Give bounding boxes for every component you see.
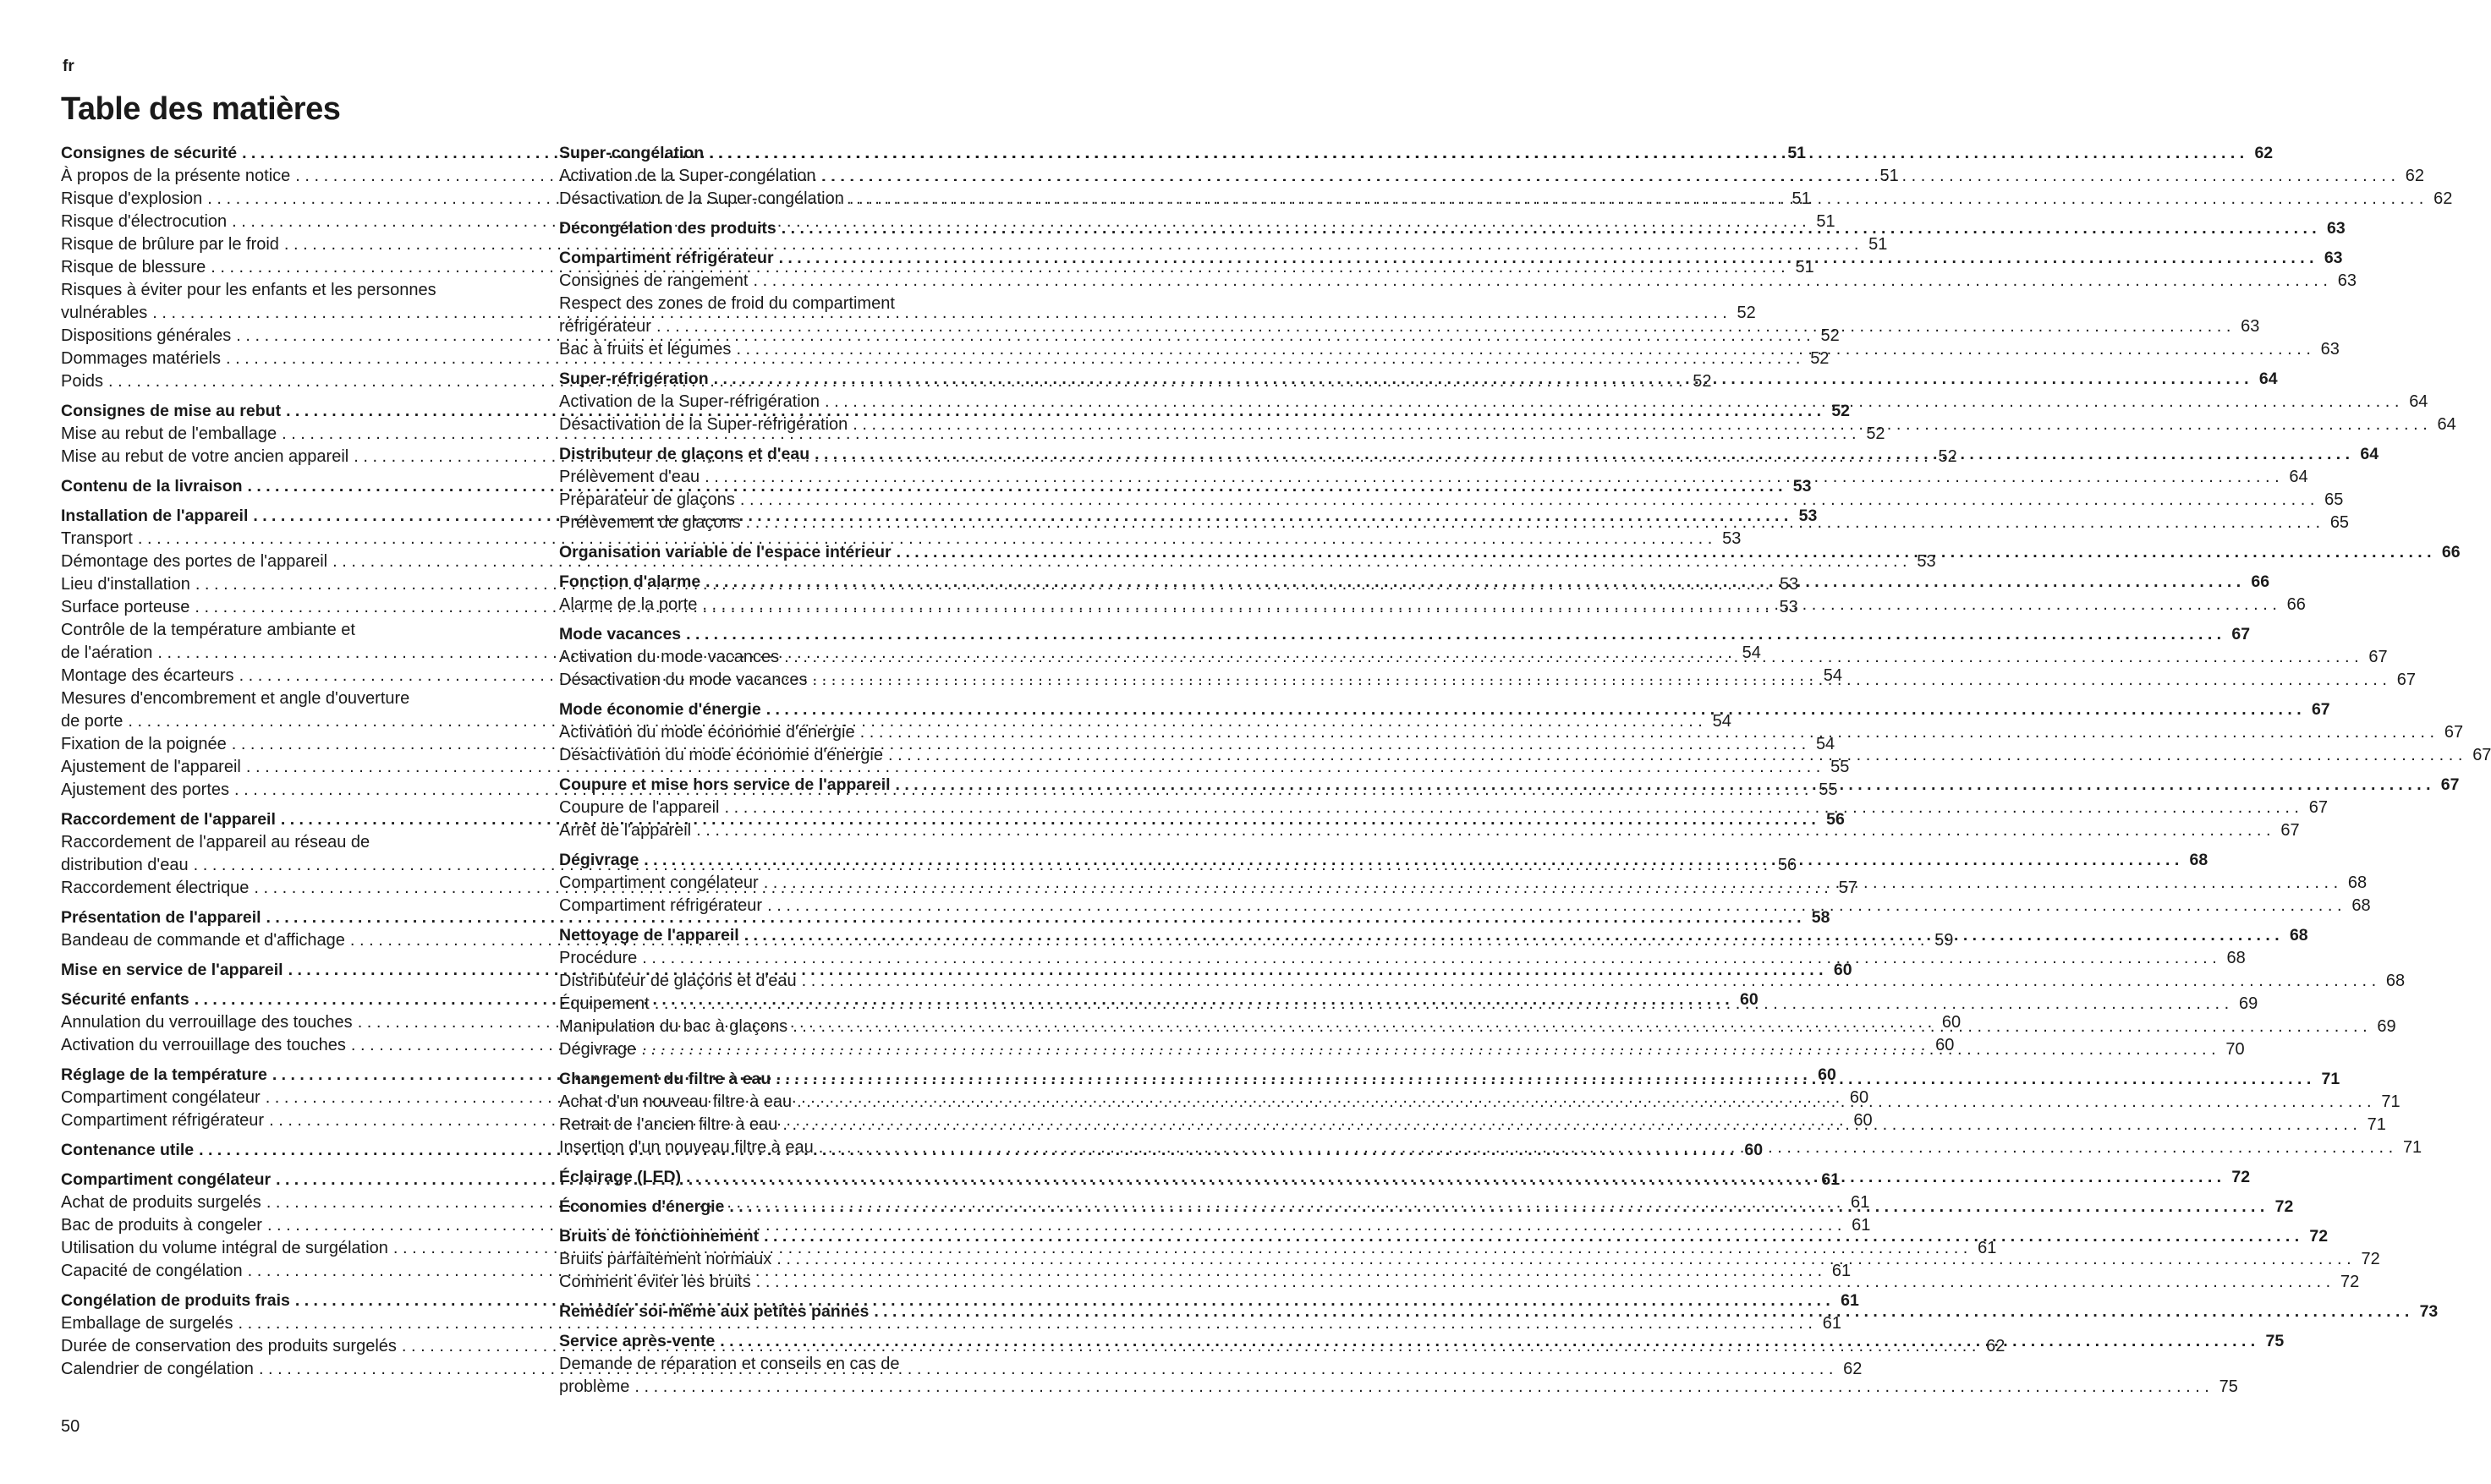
toc-entry-label: Activation du mode vacances (559, 648, 780, 666)
toc-page-number: 67 (2444, 723, 2464, 742)
dot-leader (779, 247, 2314, 270)
toc-entry[interactable] (61, 233, 1888, 256)
toc-page-number: 52 (1820, 326, 1840, 345)
toc-page-number: 68 (2226, 949, 2246, 967)
toc-page-number: 61 (1821, 1170, 1841, 1189)
dot-leader (656, 315, 2230, 338)
toc-section[interactable] (61, 906, 1830, 929)
toc-entry-label: Capacité de congélation (61, 1262, 243, 1280)
toc-page-number: 51 (1791, 189, 1811, 208)
toc-page-number: 66 (2251, 572, 2270, 591)
toc-entry-label: Consignes de sécurité (61, 144, 238, 162)
toc-page-number: 62 (2433, 189, 2453, 208)
toc-entry-label-continued: problème (559, 1377, 630, 1396)
toc-entry-label: Risques à éviter pour les enfants et les personnes (61, 281, 436, 299)
toc-entry-label: Achat d'un nouveau filtre à eau (559, 1092, 793, 1111)
toc-entry-label: Distributeur de glaçons et d'eau (559, 972, 797, 990)
toc-page-number: 68 (2289, 926, 2308, 945)
dot-leader (766, 698, 2302, 721)
toc-page-number: 64 (2437, 415, 2456, 434)
toc-page-number: 67 (2280, 821, 2300, 840)
toc-section[interactable] (559, 1301, 2439, 1323)
toc-entry[interactable] (61, 528, 1742, 550)
toc-entry-label: Manipulation du bac à glaçons (559, 1017, 788, 1036)
toc-page-number: 52 (1831, 402, 1851, 420)
dot-leader (813, 669, 2387, 692)
toc-entry-label: Bandeau de commande et d'affichage (61, 931, 345, 950)
dot-leader (776, 1248, 2351, 1271)
toc-entry-label: Activation du mode économie d'énergie (559, 723, 855, 742)
toc-entry-label: Fonction d'alarme (559, 572, 701, 591)
toc-entry-label: Lieu d'installation (61, 575, 190, 594)
toc-page-number: 51 (1868, 235, 1888, 254)
toc-page-number: 67 (2472, 746, 2491, 764)
toc-entry-label: Mise en service de l'appareil (61, 961, 283, 979)
toc-page-number: 68 (2347, 873, 2368, 892)
toc-page-number: 68 (2189, 851, 2208, 869)
toc-entry-label: Distributeur de glaçons et d'eau (559, 445, 810, 463)
toc-entry-label: Dommages matériels (61, 349, 221, 368)
toc-page-number: 57 (1838, 879, 1857, 897)
toc-entry-label-continued: de porte (61, 712, 123, 731)
toc-page-number: 51 (1787, 144, 1807, 162)
toc-entry-label: Activation de la Super-réfrigération (559, 392, 820, 411)
toc-page-number: 53 (1722, 529, 1742, 548)
toc-page-number: 61 (1852, 1216, 1871, 1235)
toc-entry-label: Changement du filtre à eau (559, 1070, 771, 1088)
toc-entry-label-continued: vulnérables (61, 304, 148, 322)
toc-page-number: 51 (1879, 167, 1899, 185)
toc-page-number: 71 (2321, 1070, 2340, 1088)
toc-entry[interactable] (61, 1312, 1841, 1335)
toc-entry-label: Mode économie d'énergie (559, 700, 761, 719)
toc-entry-label: Insertion d'un nouveau filtre à eau (559, 1138, 814, 1157)
dot-leader (849, 188, 2423, 211)
toc-page-number: 53 (1780, 575, 1799, 594)
toc-page-number: 60 (1818, 1065, 1836, 1084)
toc-entry-label: À propos de la présente notice (61, 167, 291, 185)
toc-entry-label: Compartiment réfrigérateur (559, 896, 763, 915)
toc-entry-label: Achat de produits surgelés (61, 1193, 261, 1212)
dot-leader (764, 1225, 2299, 1248)
toc-entry-label: Super-congélation (559, 144, 705, 162)
dot-leader (784, 646, 2358, 669)
toc-entry-label: Retrait de l'ancien filtre à eau (559, 1115, 778, 1134)
toc-entry[interactable] (559, 797, 2328, 819)
dot-leader (729, 1196, 2264, 1218)
toc-page-number: 61 (1841, 1291, 1859, 1310)
toc-entry-label: Installation de l'appareil (61, 507, 249, 525)
dot-leader (853, 413, 2427, 436)
toc-entry-label-continued: de l'aération (61, 643, 153, 662)
dot-leader (705, 571, 2241, 594)
dot-leader (756, 1271, 2330, 1294)
dot-leader (860, 721, 2434, 744)
toc-entry[interactable] (559, 895, 2371, 917)
page-number: 50 (61, 1417, 80, 1436)
toc-page-number: 55 (1830, 758, 1850, 776)
toc-entry-label: Compartiment congélateur (61, 1170, 272, 1189)
toc-entry-label: Éclairage (LED) (559, 1168, 682, 1186)
toc-entry-label: Désactivation de la Super-congélation (559, 189, 844, 208)
toc-entry-label: Économies d'énergie (559, 1197, 725, 1216)
toc-entry-label: Désactivation du mode vacances (559, 671, 808, 689)
toc-entry-label: Durée de conservation des produits surgelés (61, 1337, 397, 1355)
toc-page-number: 62 (2254, 144, 2274, 162)
toc-page-number: 52 (1866, 424, 1885, 443)
toc-entry-label-continued: réfrigérateur (559, 317, 651, 336)
toc-entry-label: Réglage de la température (61, 1065, 267, 1084)
dot-leader (634, 1376, 2208, 1399)
toc-entry-label: Coupure et mise hors service de l'appareil (559, 775, 891, 794)
toc-entry-label: Raccordement électrique (61, 879, 250, 897)
toc-entry-label: Préparateur de glaçons (559, 490, 735, 509)
toc-page-number: 60 (1849, 1088, 1869, 1107)
toc-page-number: 61 (1831, 1262, 1852, 1280)
toc-entry-label: Emballage de surgelés (61, 1314, 233, 1333)
dot-leader (744, 924, 2280, 947)
toc-entry-label: Bruits parfaitement normaux (559, 1250, 772, 1268)
toc-entry-label: Ajustement de l'appareil (61, 758, 241, 776)
toc-entry-label: Contenance utile (61, 1141, 195, 1159)
toc-entry-label: Compartiment réfrigérateur (559, 249, 774, 267)
toc-page-number: 72 (2309, 1227, 2329, 1246)
toc-entry-label: Mise au rebut de votre ancien appareil (61, 447, 349, 466)
toc-entry-label: Compartiment congélateur (61, 1088, 261, 1107)
dot-leader (720, 1330, 2255, 1353)
toc-page-number: 67 (2308, 798, 2328, 817)
dot-leader (686, 623, 2221, 646)
dot-leader (705, 466, 2279, 489)
toc-page-number: 52 (1810, 349, 1830, 368)
toc-entry-label: Dégivrage (559, 851, 639, 869)
toc-page-number: 56 (1777, 856, 1797, 874)
dot-leader (782, 1114, 2357, 1136)
toc-section[interactable] (559, 623, 2251, 646)
toc-page-number: 64 (2258, 370, 2278, 388)
dot-leader (821, 165, 2395, 188)
toc-page-number: 60 (1941, 1013, 1962, 1032)
dot-leader (802, 970, 2376, 993)
toc-page-number: 66 (2286, 595, 2306, 614)
toc-page-number: 69 (2238, 994, 2258, 1013)
toc-entry-label: Désactivation de la Super-réfrigération (559, 415, 848, 434)
toc-entry-label: Décongélation des produits (559, 219, 776, 238)
toc-page-number: 70 (2225, 1040, 2245, 1059)
toc-entry-label: Utilisation du volume intégral de surgélation (61, 1239, 388, 1257)
toc-entry-label: Demande de réparation et conseils en cas de (559, 1355, 900, 1373)
toc-page-number: 67 (2440, 775, 2460, 794)
toc-entry-label: Poids (61, 372, 104, 391)
toc-entry-label: Ajustement des portes (61, 780, 229, 799)
toc-entry-label: Contrôle de la température ambiante et (61, 621, 355, 639)
toc-page-number: 64 (2409, 392, 2428, 411)
toc-entry-label: Mesures d'encombrement et angle d'ouverture (61, 689, 410, 708)
dot-leader (764, 872, 2338, 895)
toc-page-number: 75 (2219, 1377, 2238, 1396)
toc-entry-label: Compartiment congélateur (559, 873, 759, 892)
toc-page-number: 52 (1737, 304, 1756, 322)
toc-page-number: 69 (2377, 1017, 2396, 1036)
dot-leader (714, 368, 2249, 391)
toc-entry-label: Calendrier de congélation (61, 1360, 254, 1378)
toc-entry-label: Comment éviter les bruits (559, 1273, 751, 1291)
toc-entry-label: Contenu de la livraison (61, 477, 243, 496)
toc-entry-label: Consignes de rangement (559, 271, 749, 290)
toc-entry-label: Risque de blessure (61, 258, 206, 277)
toc-entry-label: Prélèvement de glaçons (559, 513, 741, 532)
toc-page-number: 75 (2265, 1332, 2285, 1350)
language-code: fr (63, 57, 74, 75)
toc-entry-label: Risque d'explosion (61, 189, 203, 208)
toc-page-number: 56 (1826, 810, 1845, 829)
dot-leader (815, 443, 2350, 466)
toc-entry-label: Arrêt de l'appareil (559, 821, 692, 840)
dot-leader (696, 819, 2270, 842)
dot-leader (746, 512, 2320, 534)
dot-leader (797, 1091, 2371, 1114)
dot-leader (655, 993, 2229, 1016)
toc-page-number: 72 (2340, 1273, 2360, 1291)
dot-leader (874, 1301, 2409, 1323)
toc-entry-label: Nettoyage de l'appareil (559, 926, 739, 945)
toc-page-number: 55 (1819, 780, 1838, 799)
toc-entry[interactable] (61, 756, 1850, 779)
toc-page-number: 64 (2360, 445, 2379, 463)
toc-page-number: 54 (1742, 643, 1761, 662)
toc-entry-label: Respect des zones de froid du compartiment (559, 294, 895, 313)
dot-leader (644, 849, 2179, 872)
toc-page-number: 53 (1779, 598, 1798, 616)
toc-entry-label: Super-réfrigération (559, 370, 709, 388)
toc-entry-label: Équipement (559, 994, 650, 1013)
toc-page-number: 51 (1816, 212, 1835, 231)
toc-entry-label: Bac à fruits et légumes (559, 340, 732, 359)
toc-entry-label: Surface porteuse (61, 598, 190, 616)
toc-page-number: 53 (1792, 477, 1812, 496)
toc-entry-label: Sécurité enfants (61, 990, 189, 1009)
toc-entry-label: Montage des écarteurs (61, 666, 234, 685)
dot-leader (897, 541, 2432, 564)
dot-leader (686, 1166, 2221, 1189)
toc-page-number: 61 (1851, 1193, 1870, 1212)
toc-entry-label-continued: distribution d'eau (61, 856, 189, 874)
toc-page-number: 63 (2324, 249, 2343, 267)
toc-entry-label: Coupure de l'appareil (559, 798, 720, 817)
toc-entry-label: Désactivation du mode économie d'énergie (559, 746, 883, 764)
toc-page-number: 53 (1917, 552, 1936, 571)
toc-page-number: 52 (1693, 372, 1712, 391)
dot-leader (740, 489, 2314, 512)
dot-leader (767, 895, 2341, 917)
toc-entry-label: Activation du verrouillage des touches (61, 1036, 346, 1054)
toc-page-number: 61 (1822, 1314, 1841, 1333)
toc-page-number: 65 (2329, 513, 2350, 532)
toc-page-number: 54 (1823, 666, 1843, 685)
toc-entry-label: Mode vacances (559, 625, 682, 643)
dot-leader (709, 142, 2244, 165)
dot-leader (702, 594, 2276, 616)
toc-entry-label: Bac de produits à congeler (61, 1216, 262, 1235)
toc-page-number: 71 (2402, 1138, 2422, 1157)
toc-page-number: 62 (2405, 167, 2425, 185)
toc-entry-label: Activation de la Super-congélation (559, 167, 816, 185)
toc-page-number: 68 (2351, 896, 2371, 915)
toc-page-number: 60 (1935, 1036, 1955, 1054)
dot-leader (642, 947, 2216, 970)
toc-page-number: 68 (2385, 972, 2406, 990)
toc-page-number: 61 (1978, 1239, 1997, 1257)
toc-entry-label: Raccordement de l'appareil au réseau de (61, 833, 370, 852)
toc-entry-label: Présentation de l'appareil (61, 908, 261, 927)
toc-entry-label: Fixation de la poignée (61, 735, 227, 753)
toc-page-number: 59 (1934, 931, 1954, 950)
toc-page-number: 72 (2231, 1168, 2251, 1186)
toc-entry[interactable] (559, 489, 2344, 512)
toc-entry-label: Mise au rebut de l'emballage (61, 424, 277, 443)
dot-leader (641, 1038, 2215, 1061)
toc-page-number: 67 (2368, 648, 2388, 666)
toc-page-number: 65 (2324, 490, 2344, 509)
toc-entry-label: Risque de brûlure par le froid (61, 235, 279, 254)
dot-leader (736, 338, 2310, 361)
toc-entry-label: Annulation du verrouillage des touches (61, 1013, 353, 1032)
toc-page-number: 71 (2381, 1092, 2400, 1111)
toc-page-number: 58 (1811, 908, 1830, 927)
toc-page-number: 53 (1798, 507, 1818, 525)
dot-leader (819, 1136, 2393, 1159)
toc-page-number: 60 (1833, 961, 1852, 979)
toc-entry-label: Prélèvement d'eau (559, 468, 700, 486)
toc-entry-label: Congélation de produits frais (61, 1291, 290, 1310)
toc-page-number: 67 (2311, 700, 2330, 719)
toc-entry-label: Démontage des portes de l'appareil (61, 552, 328, 571)
toc-entry-label: Bruits de fonctionnement (559, 1227, 760, 1246)
toc-page-number: 60 (1853, 1111, 1873, 1130)
toc-page-number: 71 (2367, 1115, 2386, 1134)
toc-page-number: 51 (1795, 258, 1814, 277)
toc-page-number: 62 (1843, 1360, 1863, 1378)
toc-page-number: 63 (2337, 271, 2357, 290)
toc-page-number: 72 (2274, 1197, 2294, 1216)
toc-page-number: 73 (2419, 1302, 2439, 1321)
toc-page-number: 62 (1986, 1337, 2005, 1355)
dot-leader (776, 1068, 2311, 1091)
toc-entry-label: Raccordement de l'appareil (61, 810, 276, 829)
toc-page-number: 54 (1815, 735, 1835, 753)
toc-page-number: 64 (2289, 468, 2308, 486)
toc-entry-label: Risque d'électrocution (61, 212, 228, 231)
toc-page-number: 67 (2231, 625, 2251, 643)
toc-entry-label: Remédier soi-même aux petites pannes (559, 1302, 870, 1321)
toc-entry-label: Transport (61, 529, 133, 548)
toc-page-number: 72 (2361, 1250, 2380, 1268)
toc-entry-label: Alarme de la porte (559, 595, 698, 614)
toc-page-number: 54 (1712, 712, 1731, 731)
toc-page-number: 60 (1739, 990, 1759, 1009)
toc-section[interactable] (559, 698, 2330, 721)
toc-entry-label: Procédure (559, 949, 638, 967)
toc-entry-label: Organisation variable de l'espace intérieur (559, 543, 892, 561)
toc-entry-label: Compartiment réfrigérateur (61, 1111, 265, 1130)
toc-page-number: 66 (2441, 543, 2461, 561)
dot-leader (725, 797, 2299, 819)
toc-entry-label: Consignes de mise au rebut (61, 402, 282, 420)
toc-page-number: 60 (1744, 1141, 1764, 1159)
toc-entry-label: Dégivrage (559, 1040, 637, 1059)
toc-page-number: 52 (1938, 447, 1957, 466)
dot-leader (793, 1016, 2367, 1038)
dot-leader (888, 744, 2462, 767)
toc-entry-label: Service après-vente (559, 1332, 716, 1350)
dot-leader (896, 774, 2431, 797)
toc-entry-label: Dispositions générales (61, 326, 232, 345)
page-title: Table des matières (61, 91, 341, 127)
dot-leader (782, 217, 2317, 240)
toc-page-number: 63 (2320, 340, 2340, 359)
toc-page-number: 63 (2241, 317, 2260, 336)
dot-leader (753, 270, 2327, 293)
dot-leader (825, 391, 2399, 413)
toc-page-number: 63 (2327, 219, 2346, 238)
toc-page-number: 67 (2396, 671, 2416, 689)
toc-entry[interactable] (559, 270, 2357, 293)
